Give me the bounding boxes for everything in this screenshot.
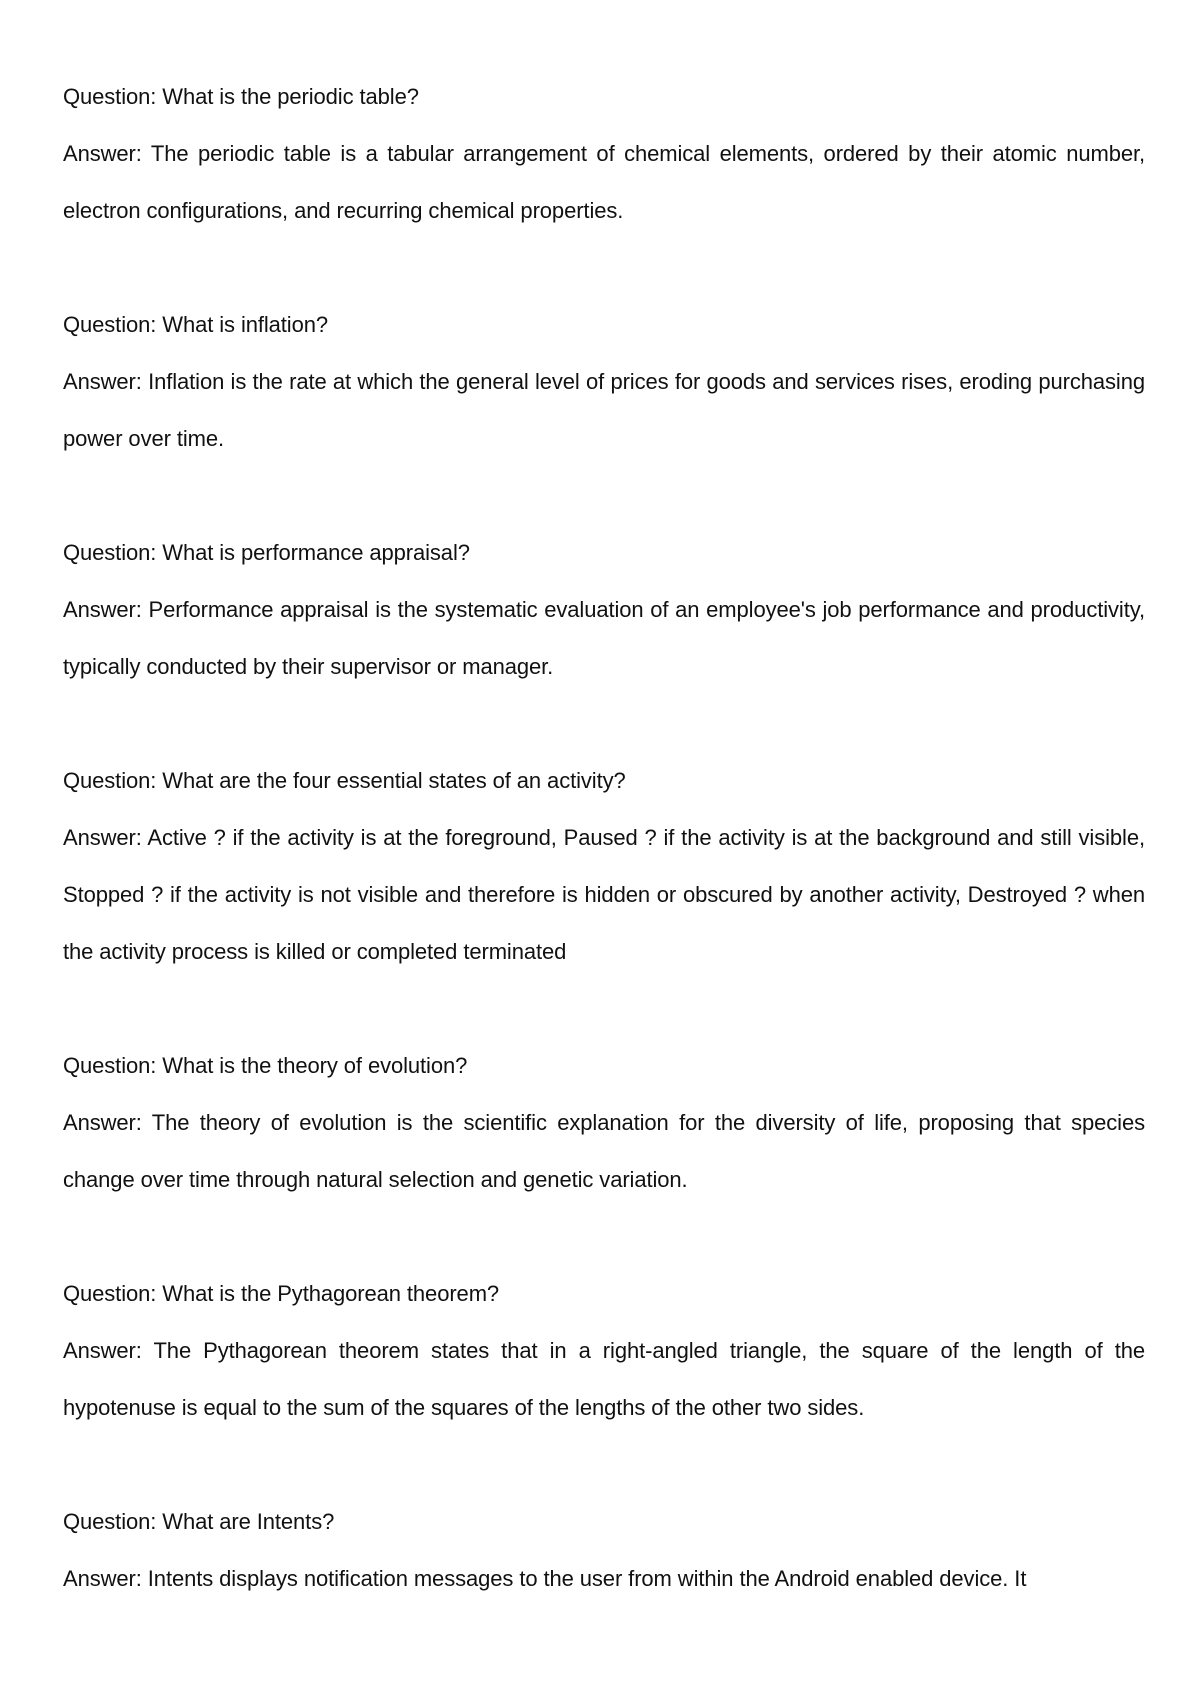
answer-body: Intents displays notification messages to the user from within the Android enabled device. It bbox=[147, 1566, 1027, 1591]
answer-text bbox=[63, 353, 1145, 467]
answer-prefix: Answer: bbox=[63, 1566, 148, 1591]
answer-body: Active ? if the activity is at the foreground, Paused ? if the activity is at the background and still visible, Stopped ? if the activity is not visible and therefore is hidden or obscured by another activity, Destroyed ? when the activity process is killed or completed terminated bbox=[63, 825, 1145, 964]
question-body: What is the theory of evolution? bbox=[162, 1053, 468, 1078]
answer-text bbox=[63, 1094, 1145, 1208]
answer-text bbox=[63, 125, 1145, 239]
answer-prefix: Answer: bbox=[63, 1338, 154, 1363]
answer-text bbox=[63, 1322, 1145, 1436]
answer-body: Inflation is the rate at which the general level of prices for goods and services rises, eroding purchasing power over time. bbox=[63, 369, 1145, 451]
question-prefix: Question: bbox=[63, 540, 163, 565]
question-text bbox=[63, 68, 1145, 125]
question-text bbox=[63, 1265, 1145, 1322]
question-prefix: Question: bbox=[63, 1053, 163, 1078]
question-text bbox=[63, 1493, 1145, 1550]
question-body: What is the Pythagorean theorem? bbox=[162, 1281, 500, 1306]
question-text bbox=[63, 524, 1145, 581]
answer-text bbox=[63, 809, 1145, 980]
question-body: What is the periodic table? bbox=[162, 84, 419, 109]
qa-item bbox=[63, 296, 1145, 467]
question-prefix: Question: bbox=[63, 84, 163, 109]
answer-text bbox=[63, 1550, 1145, 1607]
answer-prefix: Answer: bbox=[63, 369, 149, 394]
qa-item bbox=[63, 752, 1145, 980]
answer-body: The theory of evolution is the scientific explanation for the diversity of life, proposing that species change over time through natural selection and genetic variation. bbox=[63, 1110, 1146, 1192]
answer-body: The Pythagorean theorem states that in a right-angled triangle, the square of the length of the hypotenuse is equal to the sum of the squares of the lengths of the other two sides. bbox=[63, 1338, 1145, 1420]
answer-prefix: Answer: bbox=[63, 825, 148, 850]
question-prefix: Question: bbox=[63, 1509, 163, 1534]
question-text bbox=[63, 1037, 1145, 1094]
qa-item bbox=[63, 524, 1145, 695]
question-text bbox=[63, 752, 1145, 809]
qa-list bbox=[63, 68, 1145, 1607]
answer-prefix: Answer: bbox=[63, 597, 149, 622]
answer-prefix: Answer: bbox=[63, 141, 151, 166]
qa-item bbox=[63, 68, 1145, 239]
answer-prefix: Answer: bbox=[63, 1110, 152, 1135]
qa-item bbox=[63, 1265, 1145, 1436]
question-prefix: Question: bbox=[63, 312, 163, 337]
question-body: What are the four essential states of an activity? bbox=[162, 768, 626, 793]
answer-body: The periodic table is a tabular arrangement of chemical elements, ordered by their atomic number, electron configurations, and recurring chemical properties. bbox=[63, 141, 1145, 223]
question-body: What is inflation? bbox=[162, 312, 329, 337]
question-prefix: Question: bbox=[63, 768, 163, 793]
question-prefix: Question: bbox=[63, 1281, 163, 1306]
qa-item bbox=[63, 1493, 1145, 1607]
answer-text bbox=[63, 581, 1145, 695]
qa-item bbox=[63, 1037, 1145, 1208]
answer-body: Performance appraisal is the systematic evaluation of an employee's job performance and productivity, typically conducted by their supervisor or manager. bbox=[63, 597, 1145, 679]
question-text bbox=[63, 296, 1145, 353]
question-body: What is performance appraisal? bbox=[162, 540, 470, 565]
question-body: What are Intents? bbox=[162, 1509, 335, 1534]
